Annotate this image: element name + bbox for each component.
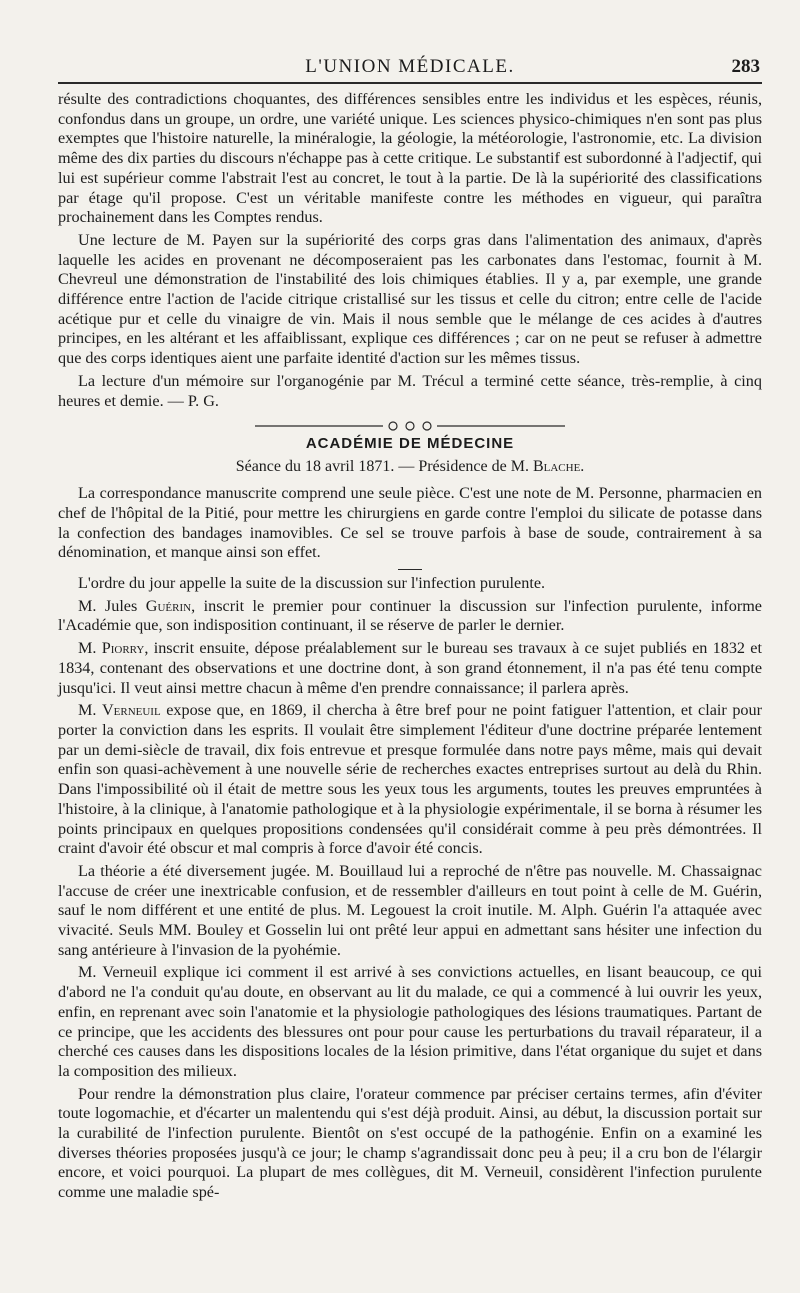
short-rule	[398, 569, 422, 570]
session-line	[58, 458, 762, 476]
session-suffix: .	[580, 458, 585, 476]
speaker-prefix: M.	[78, 701, 102, 720]
section-divider-ornament	[58, 419, 762, 431]
paragraph-piorry	[58, 639, 762, 698]
speaker-prefix: M.	[78, 639, 102, 658]
article-body	[58, 90, 762, 1203]
speaker-prefix: M. Jules	[78, 596, 146, 615]
running-head	[58, 52, 762, 84]
section-title: ACADÉMIE DE MÉDECINE	[305, 435, 515, 453]
journal-title: L'UNION MÉDICALE.	[305, 56, 515, 77]
paragraph-order-of-day: L'ordre du jour appelle la suite de la discussion sur l'infection purulente.	[78, 574, 546, 593]
page-number: 283	[731, 56, 760, 77]
paragraph-theory-judged: La théorie a été diversement jugée. M. Bouillaud lui a reproché de n'être pas nouvelle. M. Chassaignac l'accuse de créer une inextricable confusion, et de ressembler d'ailleurs en tout point à celle de M. Guérin, sauf le nom différent et une entité de plus. M. Legouest la croit inutile. M. Alph. Guérin l'a attaquée avec vivacité. Seuls MM. Bouley et Gosselin lui ont prêté leur appui en admettant sans hésiter une infection du sang antérieure à l'invasion de la pyohémie.	[58, 861, 762, 959]
speaker-name-piorry: Piorry	[101, 639, 145, 658]
paragraph-verneuil	[58, 701, 762, 859]
speaker-name-guerin: Guérin	[145, 596, 192, 615]
paragraph-correspondence: La correspondance manuscrite comprend une seule pièce. C'est une note de M. Personne, pharmacien en chef de l'hôpital de la Pitié, pour mettre les chirurgiens en garde contre l'emploi du silicate de potasse dans la confection des bandages inamovibles. Ce sel se trouve parfois à base de soude, contrairement à sa dénomination, et manque ainsi son effet.	[58, 484, 762, 562]
speaker-text: expose que, en 1869, il chercha à être bref pour ne point fatiguer l'attention, et clair pour porter la conviction dans les esprits. Il voulait être simplement l'éditeur d'une doctrine préparée lentement par un demi-siècle de travail, dix fois entrevue et presque formulée dans notre pays même, mais qui devait enfin son quasi-achèvement à une nouvelle série de recherches exactes entreprises surtout au delà du Rhin. Dans l'impossibilité où il était de mettre sous les yeux tous les arguments, toutes les preuves empruntées à l'histoire, à la clinique, à l'anatomie pathologique et à la physiologie expérimentale, il se borna à résumer les points principaux en quelques propositions condensées qu'il considérait comme à peu près démontrées. Il craint d'avoir été obscur et mal compris à force d'avoir été concis.	[58, 701, 762, 858]
paragraph-guerin	[58, 597, 762, 636]
speaker-text: , inscrit le premier pour continuer la discussion sur l'infection purulente, informe l'Académie que, son indisposition continuant, il se réserve de parler le dernier.	[58, 596, 762, 635]
paragraph-demonstration: Pour rendre la démonstration plus claire, l'orateur commence par préciser certains termes, afin d'éviter toute logomachie, et d'écarter un malentendu qui s'est déjà produit. Ainsi, au début, la discussion portait sur la curabilité de l'infection purulente. Bientôt on s'est occupé de la pathogénie. Enfin on a examiné les diverses théories proposées jusqu'à ce jour; le champ s'agrandissait donc peu à peu; il a cru bon de l'élargir encore, et voici pourquoi. La plupart de mes collègues, dit M. Verneuil, considèrent l'infection purulente comme une maladie spé-	[58, 1084, 762, 1202]
session-date: Séance du 18 avril 1871. — Présidence de M.	[235, 458, 533, 476]
paragraph-verneuil-explains: M. Verneuil explique ici comment il est arrivé à ses convictions actuelles, en lisant beaucoup, ce qui d'abord ne l'a conduit qu'au doute, en observant au lit du malade, ce qui a commencé à lui ouvrir les yeux, enfin, en reprenant avec soin l'anatomie et la physiologie pathologiques des lésions traumatiques. Partant de ce principe, que les accidents des blessures ont pour pour cause les perturbations du travail réparateur, il a cherché ces causes dans les dispositions locales de la lésion primitive, dans l'état organique du sujet et dans la composition des milieux.	[58, 963, 762, 1080]
paragraph-trecul: La lecture d'un mémoire sur l'organogénie par M. Trécul a terminé cette séance, très-remplie, à cinq heures et demie. — P. G.	[58, 371, 762, 410]
speaker-text: , inscrit ensuite, dépose préalablement sur le bureau ses travaux à ce sujet publiés en 1832 et 1834, contenant des observations et une doctrine dont, à son grand étonnement, il n'a pas été tenu compte jusqu'ici. Il veut ainsi mettre chacun à même d'en prendre connaissance; il parlera après.	[58, 639, 762, 697]
paragraph-classification: résulte des contradictions choquantes, des différences sensibles entre les individus et les espèces, réunis, confondus dans un groupe, un ordre, une variété unique. Les sciences physico-chimiques n'en sont pas plus exemptes que l'histoire naturelle, la minéralogie, la géologie, la météorologie, l'astronomie, etc. La division même des dix parties du discours n'échappe pas à cette critique. Le substantif est subordonné à l'adjectif, qui lui est supérieur comme l'abstrait l'est au concret, le tout à la partie. De là la supériorité des classifications par étage qu'il propose. C'est un véritable manifeste contre les méthodes en vigueur, qui paraîtra prochainement dans les Comptes rendus.	[58, 90, 762, 227]
session-president: Blache	[532, 458, 581, 476]
speaker-name-verneuil: Verneuil	[101, 701, 161, 720]
paragraph-payen: Une lecture de M. Payen sur la supériorité des corps gras dans l'alimentation des animaux, d'après laquelle les acides en provenant ne décomposeraient pas les carbonates dans l'estomac, fournit à M. Chevreul une démonstration de l'instabilité des lois chimiques établies. Il y a, par exemple, une grande différence entre l'action de l'acide citrique cristallisé sur les tissus et celle du citron; entre celle de l'acide acétique pur et celle du vinaigre de vin. Mais il nous semble que le mélange de ces acides à d'autres principes, en les altérant et les affaiblissant, explique ces différences ; car on ne peut se refuser à admettre que des corps identiques aient une parfaite identité d'action sur les mêmes tissus.	[58, 230, 762, 368]
